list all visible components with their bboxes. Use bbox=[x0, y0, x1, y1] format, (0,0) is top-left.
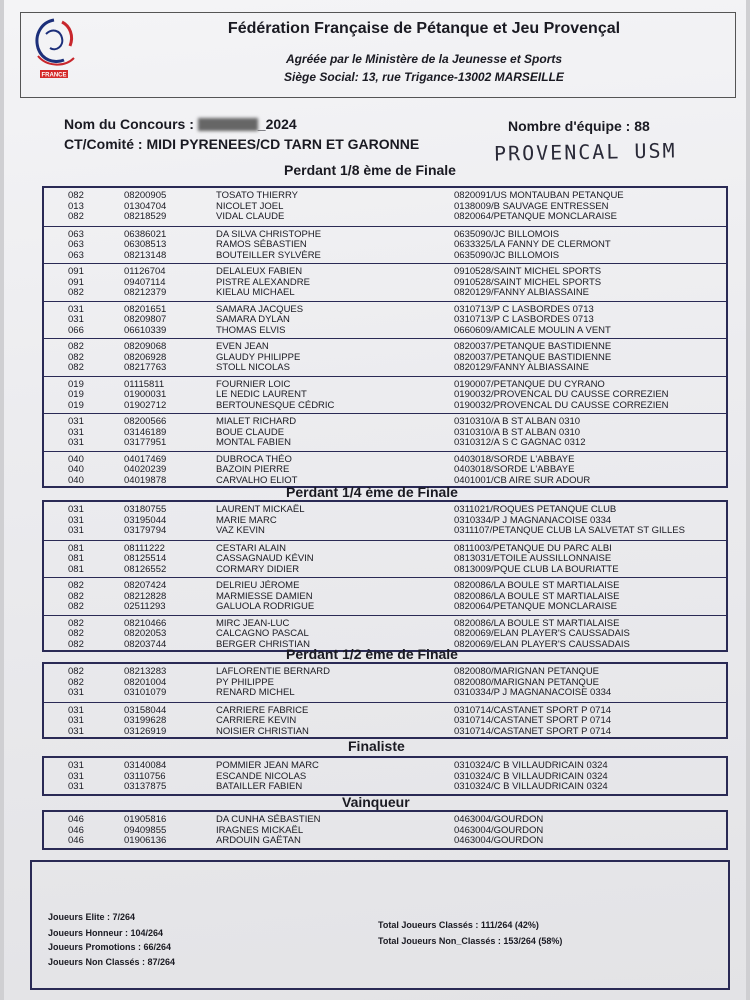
team-group bbox=[44, 338, 726, 376]
player-dept: 082 bbox=[68, 287, 84, 298]
player-name: SAMARA DYLAN bbox=[216, 314, 290, 325]
player-licence: 01115811 bbox=[124, 378, 165, 390]
player-dept: 040 bbox=[68, 474, 84, 486]
player-licence: 03177951 bbox=[124, 437, 167, 448]
player-dept: 031 bbox=[68, 687, 84, 698]
player-club: 0310334/P J MAGNANACOISE 0334 bbox=[454, 687, 612, 698]
player-name: SAMARA JACQUES bbox=[216, 303, 304, 315]
org-approval: Agréée par le Ministère de la Jeunesse et Sports bbox=[285, 52, 563, 66]
section-box bbox=[42, 500, 728, 652]
player-licence: 01902712 bbox=[124, 399, 167, 411]
player-dept: 082 bbox=[68, 580, 84, 591]
player-club: 0820080/MARIGNAN PETANQUE bbox=[454, 666, 600, 677]
logo-text: FRANCE bbox=[41, 72, 67, 79]
player-dept: 019 bbox=[68, 389, 84, 400]
player-club: 0310324/C B VILLAUDRICAIN 0324 bbox=[454, 781, 608, 792]
player-row bbox=[44, 191, 726, 201]
player-licence: 03126919 bbox=[124, 725, 167, 737]
player-dept: 031 bbox=[68, 725, 84, 737]
player-dept: 019 bbox=[68, 378, 84, 390]
player-club: 0820069/ELAN PLAYER'S CAUSSADAIS bbox=[454, 628, 630, 639]
player-club: 0820064/PETANQUE MONCLARAISE bbox=[454, 211, 617, 222]
player-club: 0820037/PETANQUE BASTIDIENNE bbox=[454, 341, 612, 352]
player-licence: 03195044 bbox=[124, 514, 167, 526]
player-licence: 01304704 bbox=[124, 200, 167, 212]
team-group bbox=[44, 702, 726, 740]
player-name: LAFLORENTIE BERNARD bbox=[216, 666, 331, 677]
concours-year: _2024 bbox=[257, 116, 297, 132]
player-club: 0190007/PETANQUE DU CYRANO bbox=[454, 378, 605, 390]
player-name: EVEN JEAN bbox=[216, 341, 269, 352]
section-title: Perdant 1/8 ème de Finale bbox=[284, 162, 456, 178]
player-row bbox=[44, 390, 726, 400]
player-name: NOISIER CHRISTIAN bbox=[216, 725, 309, 737]
player-club: 0633325/LA FANNY DE CLERMONT bbox=[454, 239, 611, 250]
player-row bbox=[44, 565, 726, 575]
team-group bbox=[44, 502, 726, 540]
player-club: 0820080/MARIGNAN PETANQUE bbox=[454, 676, 600, 688]
player-row bbox=[44, 667, 726, 677]
player-dept: 031 bbox=[68, 514, 84, 526]
player-row bbox=[44, 554, 726, 564]
section-title: Perdant 1/2 ème de Finale bbox=[286, 646, 458, 662]
team-group bbox=[44, 263, 726, 301]
player-licence: 08202053 bbox=[124, 628, 167, 639]
player-club: 0463004/GOURDON bbox=[454, 814, 544, 825]
player-row bbox=[44, 353, 726, 363]
player-dept: 031 bbox=[68, 704, 84, 716]
player-dept: 091 bbox=[68, 276, 84, 288]
player-row bbox=[44, 465, 726, 475]
player-licence: 03110756 bbox=[124, 770, 166, 782]
player-name: CARRIERE FABRICE bbox=[216, 704, 309, 716]
player-licence: 08126552 bbox=[124, 563, 167, 575]
stat-total-classes: Total Joueurs Classés : 111/264 (42%) bbox=[378, 920, 539, 930]
player-name: BERTOUNESQUE CÉDRIC bbox=[216, 399, 335, 411]
player-dept: 082 bbox=[68, 676, 84, 688]
player-dept: 082 bbox=[68, 351, 84, 363]
player-name: KIELAU MICHAEL bbox=[216, 287, 295, 298]
player-club: 0811003/PETANQUE DU PARC ALBI bbox=[454, 542, 612, 554]
player-row bbox=[44, 526, 726, 536]
player-dept: 031 bbox=[68, 504, 84, 515]
player-club: 0820037/PETANQUE BASTIDIENNE bbox=[454, 351, 612, 363]
team-group bbox=[44, 577, 726, 615]
player-dept: 081 bbox=[68, 553, 84, 564]
player-licence: 03146189 bbox=[124, 426, 167, 438]
player-licence: 09407114 bbox=[124, 276, 166, 288]
player-name: FOURNIER LOIC bbox=[216, 378, 291, 390]
player-dept: 063 bbox=[68, 228, 84, 240]
player-dept: 031 bbox=[68, 426, 84, 438]
player-name: CALCAGNO PASCAL bbox=[216, 628, 309, 639]
player-name: CARRIERE KEVIN bbox=[216, 715, 297, 726]
stats-box bbox=[30, 860, 730, 990]
stat-total-non-classes: Total Joueurs Non_Classés : 153/264 (58%) bbox=[378, 936, 563, 946]
player-name: MONTAL FABIEN bbox=[216, 437, 291, 448]
player-row bbox=[44, 251, 726, 261]
player-club: 0635090/JC BILLOMOIS bbox=[454, 228, 560, 240]
player-licence: 03101079 bbox=[124, 687, 167, 698]
player-name: THOMAS ELVIS bbox=[216, 324, 286, 336]
player-licence: 08209068 bbox=[124, 341, 167, 352]
player-name: CARVALHO ELIOT bbox=[216, 474, 298, 486]
player-name: PISTRE ALEXANDRE bbox=[216, 276, 310, 288]
player-name: GLAUDY PHILIPPE bbox=[216, 351, 301, 363]
player-licence: 04017469 bbox=[124, 453, 167, 465]
player-row bbox=[44, 240, 726, 250]
player-club: 0813031/ETOILE AUSSILLONNAISE bbox=[454, 553, 612, 564]
player-licence: 08201651 bbox=[124, 303, 167, 315]
player-licence: 09409855 bbox=[124, 824, 167, 836]
player-row bbox=[44, 212, 726, 222]
player-row bbox=[44, 505, 726, 515]
player-name: DELALEUX FABIEN bbox=[216, 266, 303, 277]
player-dept: 040 bbox=[68, 453, 84, 465]
player-licence: 08218529 bbox=[124, 211, 167, 222]
section-title: Finaliste bbox=[348, 738, 405, 754]
player-row bbox=[44, 417, 726, 427]
section-box bbox=[42, 662, 728, 739]
player-licence: 08213148 bbox=[124, 249, 167, 261]
player-name: DELRIEU JÉROME bbox=[216, 580, 300, 591]
player-row bbox=[44, 516, 726, 526]
player-dept: 066 bbox=[68, 324, 84, 336]
player-club: 0310714/CASTANET SPORT P 0714 bbox=[454, 725, 612, 737]
player-dept: 082 bbox=[68, 617, 84, 629]
player-dept: 082 bbox=[68, 638, 84, 650]
player-row bbox=[44, 278, 726, 288]
player-row bbox=[44, 815, 726, 825]
player-row bbox=[44, 716, 726, 726]
player-name: RAMOS SÉBASTIEN bbox=[216, 239, 307, 250]
player-dept: 082 bbox=[68, 628, 84, 639]
team-group bbox=[44, 540, 726, 578]
player-club: 0190032/PROVENCAL DU CAUSSE CORREZIEN bbox=[454, 389, 669, 400]
player-licence: 03140084 bbox=[124, 760, 167, 771]
player-dept: 040 bbox=[68, 464, 84, 475]
player-licence: 08212379 bbox=[124, 287, 167, 298]
player-dept: 031 bbox=[68, 781, 84, 792]
team-group bbox=[44, 301, 726, 339]
player-club: 0660609/AMICALE MOULIN A VENT bbox=[454, 324, 611, 336]
team-count: Nombre d'équipe : 88 bbox=[508, 118, 650, 134]
player-dept: 081 bbox=[68, 563, 84, 575]
player-dept: 013 bbox=[68, 200, 84, 212]
player-dept: 082 bbox=[68, 190, 84, 201]
player-name: MIALET RICHARD bbox=[216, 416, 297, 427]
player-name: TOSATO THIERRY bbox=[216, 190, 299, 201]
player-row bbox=[44, 836, 726, 846]
stat-honneur: Joueurs Honneur : 104/264 bbox=[48, 928, 164, 938]
player-row bbox=[44, 230, 726, 240]
player-licence: 08200566 bbox=[124, 416, 167, 427]
section-box bbox=[42, 756, 728, 796]
player-dept: 031 bbox=[68, 770, 84, 782]
player-club: 0310324/C B VILLAUDRICAIN 0324 bbox=[454, 760, 608, 771]
player-licence: 03199628 bbox=[124, 715, 167, 726]
player-row bbox=[44, 581, 726, 591]
ffpjp-logo bbox=[24, 12, 84, 82]
player-club: 0813009/PQUE CLUB LA BOURIATTE bbox=[454, 563, 619, 575]
player-licence: 08125514 bbox=[124, 553, 167, 564]
player-licence: 06610339 bbox=[124, 324, 167, 336]
section-title: Vainqueur bbox=[342, 794, 410, 810]
player-name: CORMARY DIDIER bbox=[216, 563, 300, 575]
player-club: 0820086/LA BOULE ST MARTIALAISE bbox=[454, 580, 620, 591]
player-dept: 019 bbox=[68, 399, 84, 411]
player-name: MIRC JEAN-LUC bbox=[216, 617, 290, 629]
player-dept: 031 bbox=[68, 525, 84, 536]
player-row bbox=[44, 629, 726, 639]
player-row bbox=[44, 826, 726, 836]
player-row bbox=[44, 326, 726, 336]
player-club: 0310310/A B ST ALBAN 0310 bbox=[454, 416, 581, 427]
team-group bbox=[44, 226, 726, 264]
player-dept: 063 bbox=[68, 239, 84, 250]
player-licence: 03137875 bbox=[124, 781, 167, 792]
results-sheet bbox=[4, 0, 746, 1000]
player-club: 0310713/P C LASBORDES 0713 bbox=[454, 314, 594, 325]
player-row bbox=[44, 363, 726, 373]
player-row bbox=[44, 438, 726, 448]
player-club: 0401001/CB AIRE SUR ADOUR bbox=[454, 474, 591, 486]
redacted-name bbox=[198, 118, 258, 131]
player-dept: 082 bbox=[68, 601, 84, 612]
player-name: DA SILVA CHRISTOPHE bbox=[216, 228, 322, 240]
player-club: 0820069/ELAN PLAYER'S CAUSSADAIS bbox=[454, 638, 630, 650]
player-dept: 082 bbox=[68, 666, 84, 677]
player-licence: 01900031 bbox=[124, 389, 167, 400]
player-row bbox=[44, 592, 726, 602]
player-licence: 08217763 bbox=[124, 362, 167, 373]
team-group bbox=[44, 413, 726, 451]
player-licence: 08203744 bbox=[124, 638, 167, 650]
player-name: LE NEDIC LAURENT bbox=[216, 389, 307, 400]
concours-name bbox=[64, 116, 297, 132]
player-licence: 01905816 bbox=[124, 814, 167, 825]
player-name: BERGER CHRISTIAN bbox=[216, 638, 310, 650]
player-dept: 082 bbox=[68, 590, 84, 602]
player-club: 0820064/PETANQUE MONCLARAISE bbox=[454, 601, 617, 612]
player-row bbox=[44, 342, 726, 352]
player-licence: 08206928 bbox=[124, 351, 167, 363]
player-licence: 08209807 bbox=[124, 314, 167, 325]
player-name: ARDOUIN GAËTAN bbox=[216, 835, 301, 846]
player-club: 0820091/US MONTAUBAN PETANQUE bbox=[454, 190, 624, 201]
player-name: VIDAL CLAUDE bbox=[216, 211, 285, 222]
player-licence: 06386021 bbox=[124, 228, 167, 240]
player-name: DUBROCA THÉO bbox=[216, 453, 292, 465]
player-dept: 063 bbox=[68, 249, 84, 261]
player-name: MARIE MARC bbox=[216, 514, 277, 526]
player-row bbox=[44, 202, 726, 212]
comite-label: CT/Comité : MIDI PYRENEES/CD TARN ET GARONNE bbox=[64, 136, 420, 152]
player-licence: 08111222 bbox=[124, 542, 165, 554]
player-club: 0310714/CASTANET SPORT P 0714 bbox=[454, 715, 612, 726]
player-club: 0910528/SAINT MICHEL SPORTS bbox=[454, 276, 602, 288]
player-row bbox=[44, 380, 726, 390]
player-name: BAZOIN PIERRE bbox=[216, 464, 290, 475]
player-row bbox=[44, 428, 726, 438]
org-name: Fédération Française de Pétanque et Jeu Provençal bbox=[227, 20, 621, 37]
player-licence: 08201004 bbox=[124, 676, 167, 688]
player-row bbox=[44, 401, 726, 411]
team-group bbox=[44, 188, 726, 226]
player-club: 0910528/SAINT MICHEL SPORTS bbox=[454, 266, 602, 277]
player-dept: 031 bbox=[68, 437, 84, 448]
player-club: 0310713/P C LASBORDES 0713 bbox=[454, 303, 594, 315]
player-row bbox=[44, 544, 726, 554]
player-dept: 082 bbox=[68, 341, 84, 352]
player-licence: 08200905 bbox=[124, 190, 167, 201]
player-licence: 03158044 bbox=[124, 704, 167, 716]
player-row bbox=[44, 706, 726, 716]
section-title: Perdant 1/4 ème de Finale bbox=[286, 484, 458, 500]
player-club: 0403018/SORDE L'ABBAYE bbox=[454, 464, 575, 475]
player-licence: 01126704 bbox=[124, 266, 166, 277]
player-club: 0820129/FANNY ALBIASSAINE bbox=[454, 362, 590, 373]
player-row bbox=[44, 619, 726, 629]
player-name: BOUTEILLER SYLVÈRE bbox=[216, 249, 321, 261]
player-name: DA CUNHA SÉBASTIEN bbox=[216, 814, 321, 825]
player-name: BOUE CLAUDE bbox=[216, 426, 285, 438]
player-dept: 031 bbox=[68, 760, 84, 771]
player-name: POMMIER JEAN MARC bbox=[216, 760, 319, 771]
player-row bbox=[44, 772, 726, 782]
player-club: 0820086/LA BOULE ST MARTIALAISE bbox=[454, 590, 620, 602]
player-licence: 04019878 bbox=[124, 474, 167, 486]
player-club: 0403018/SORDE L'ABBAYE bbox=[454, 453, 575, 465]
player-club: 0311021/ROQUES PETANQUE CLUB bbox=[454, 504, 617, 515]
player-club: 0463004/GOURDON bbox=[454, 835, 544, 846]
concours-label: Nom du Concours : bbox=[64, 116, 194, 132]
player-licence: 04020239 bbox=[124, 464, 167, 475]
stat-promotions: Joueurs Promotions : 66/264 bbox=[48, 942, 172, 952]
player-club: 0463004/GOURDON bbox=[454, 824, 544, 836]
player-name: MARMIESSE DAMIEN bbox=[216, 590, 313, 602]
player-licence: 08212828 bbox=[124, 590, 167, 602]
player-club: 0190032/PROVENCAL DU CAUSSE CORREZIEN bbox=[454, 399, 669, 411]
player-licence: 08213283 bbox=[124, 666, 167, 677]
player-dept: 082 bbox=[68, 211, 84, 222]
player-name: GALUOLA RODRIGUE bbox=[216, 601, 315, 612]
player-name: LAURENT MICKAËL bbox=[216, 504, 305, 515]
player-row bbox=[44, 455, 726, 465]
player-name: NICOLET JOEL bbox=[216, 200, 284, 212]
team-group bbox=[44, 451, 726, 489]
player-licence: 01906136 bbox=[124, 835, 167, 846]
stat-non-classes: Joueurs Non Classés : 87/264 bbox=[48, 957, 176, 967]
player-club: 0310334/P J MAGNANACOISE 0334 bbox=[454, 514, 612, 526]
team-group bbox=[44, 758, 726, 796]
player-row bbox=[44, 678, 726, 688]
player-club: 0820086/LA BOULE ST MARTIALAISE bbox=[454, 617, 620, 629]
player-club: 0635090/JC BILLOMOIS bbox=[454, 249, 560, 261]
player-dept: 091 bbox=[68, 266, 84, 277]
player-dept: 031 bbox=[68, 715, 84, 726]
player-club: 0310312/A S C GAGNAC 0312 bbox=[454, 437, 586, 448]
player-row bbox=[44, 688, 726, 698]
org-address: Siège Social: 13, rue Trigance-13002 MARSEILLE bbox=[284, 70, 564, 84]
player-licence: 03179794 bbox=[124, 525, 167, 536]
player-club: 0310714/CASTANET SPORT P 0714 bbox=[454, 704, 612, 716]
team-group bbox=[44, 664, 726, 702]
player-row bbox=[44, 727, 726, 737]
player-club: 0311107/PETANQUE CLUB LA SALVETAT ST GILLES bbox=[454, 525, 685, 536]
player-dept: 031 bbox=[68, 303, 84, 315]
player-name: RENARD MICHEL bbox=[216, 687, 295, 698]
team-group bbox=[44, 812, 726, 850]
player-dept: 082 bbox=[68, 362, 84, 373]
player-name: ESCANDE NICOLAS bbox=[216, 770, 307, 782]
handwritten-note: PROVENCAL USM bbox=[493, 138, 677, 166]
player-club: 0820129/FANNY ALBIASSAINE bbox=[454, 287, 590, 298]
section-box bbox=[42, 186, 728, 488]
player-row bbox=[44, 305, 726, 315]
stat-elite: Joueurs Elite : 7/264 bbox=[48, 912, 136, 922]
player-dept: 031 bbox=[68, 314, 84, 325]
player-name: VAZ KEVIN bbox=[216, 525, 265, 536]
team-group bbox=[44, 376, 726, 414]
player-licence: 02511293 bbox=[124, 601, 166, 612]
player-dept: 046 bbox=[68, 835, 84, 846]
player-row bbox=[44, 315, 726, 325]
player-dept: 031 bbox=[68, 416, 84, 427]
player-club: 0310324/C B VILLAUDRICAIN 0324 bbox=[454, 770, 608, 782]
player-row bbox=[44, 288, 726, 298]
player-dept: 046 bbox=[68, 824, 84, 836]
player-name: STOLL NICOLAS bbox=[216, 362, 290, 373]
player-name: IRAGNES MICKAËL bbox=[216, 824, 304, 836]
player-licence: 03180755 bbox=[124, 504, 167, 515]
player-row bbox=[44, 267, 726, 277]
player-row bbox=[44, 782, 726, 792]
player-licence: 08210466 bbox=[124, 617, 167, 629]
player-name: CASSAGNAUD KÉVIN bbox=[216, 553, 314, 564]
player-licence: 06308513 bbox=[124, 239, 167, 250]
player-club: 0310310/A B ST ALBAN 0310 bbox=[454, 426, 581, 438]
player-dept: 046 bbox=[68, 814, 84, 825]
player-licence: 08207424 bbox=[124, 580, 167, 591]
player-name: BATAILLER FABIEN bbox=[216, 781, 303, 792]
player-name: PY PHILIPPE bbox=[216, 676, 274, 688]
player-name: CESTARI ALAIN bbox=[216, 542, 287, 554]
player-row bbox=[44, 761, 726, 771]
section-box bbox=[42, 810, 728, 850]
player-row bbox=[44, 602, 726, 612]
player-club: 0138009/B SAUVAGE ENTRESSEN bbox=[454, 200, 609, 212]
player-dept: 081 bbox=[68, 542, 84, 554]
